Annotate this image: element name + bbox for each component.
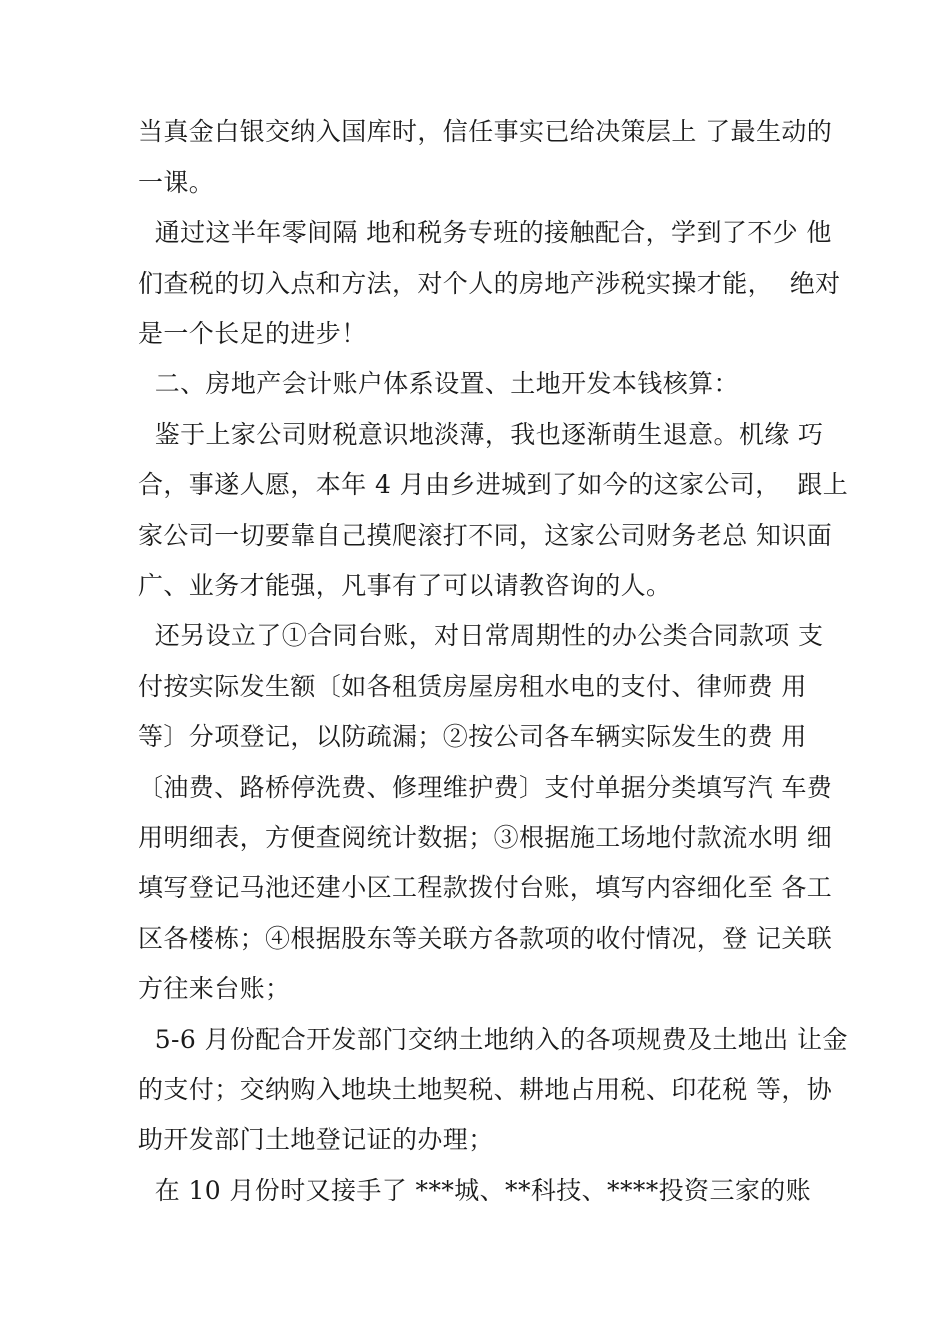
- text-line: 的支付；交纳购入地块土地契税、耕地占用税、印花税 等，协: [138, 1075, 833, 1104]
- text-line: 家公司一切要靠自己摸爬滚打不同，这家公司财务老总 知识面: [138, 521, 833, 550]
- text-line: 通过这半年零间隔 地和税务专班的接触配合，学到了不少 他: [138, 218, 832, 247]
- text-line: 5-6 月份配合开发部门交纳土地纳入的各项规费及土地出 让金: [138, 1025, 848, 1054]
- text-line: 当真金白银交纳入国库时，信任事实已给决策层上 了最生动的: [138, 117, 833, 146]
- text-line: 用明细表，方便查阅统计数据；③根据施工场地付款流水明 细: [138, 823, 833, 852]
- text-line: 广、业务才能强，凡事有了可以请教咨询的人。: [138, 571, 672, 600]
- text-line: 合，事遂人愿，本年 4 月由乡进城到了如今的这家公司， 跟上: [138, 470, 849, 499]
- text-line: 〔油费、路桥停洗费、修理维护费〕支付单据分类填写汽 车费: [138, 773, 833, 802]
- text-line: 等〕分项登记，以防疏漏；②按公司各车辆实际发生的费 用: [138, 722, 807, 751]
- text-line: 一课。: [138, 168, 215, 197]
- text-line: 助开发部门土地登记证的办理；: [138, 1125, 494, 1154]
- text-line: 是一个长足的进步！: [138, 319, 367, 348]
- text-line: 们查税的切入点和方法，对个人的房地产涉税实操才能， 绝对: [138, 269, 841, 298]
- text-line: 付按实际发生额〔如各租赁房屋房租水电的支付、律师费 用: [138, 672, 807, 701]
- text-line: 区各楼栋；④根据股东等关联方各款项的收付情况，登 记关联: [138, 924, 833, 953]
- text-line: 鉴于上家公司财税意识地淡薄，我也逐渐萌生退意。机缘 巧: [138, 420, 824, 449]
- text-line: 方往来台账；: [138, 974, 291, 1003]
- text-line: 还另设立了①合同台账，对日常周期性的办公类合同款项 支: [138, 621, 824, 650]
- text-line: 填写登记马池还建小区工程款拨付台账，填写内容细化至 各工: [138, 873, 833, 902]
- text-line: 在 10 月份时又接手了 ***城、**科技、****投资三家的账: [138, 1176, 812, 1205]
- section-heading: 二、房地产会计账户体系设置、土地开发本钱核算：: [138, 369, 739, 398]
